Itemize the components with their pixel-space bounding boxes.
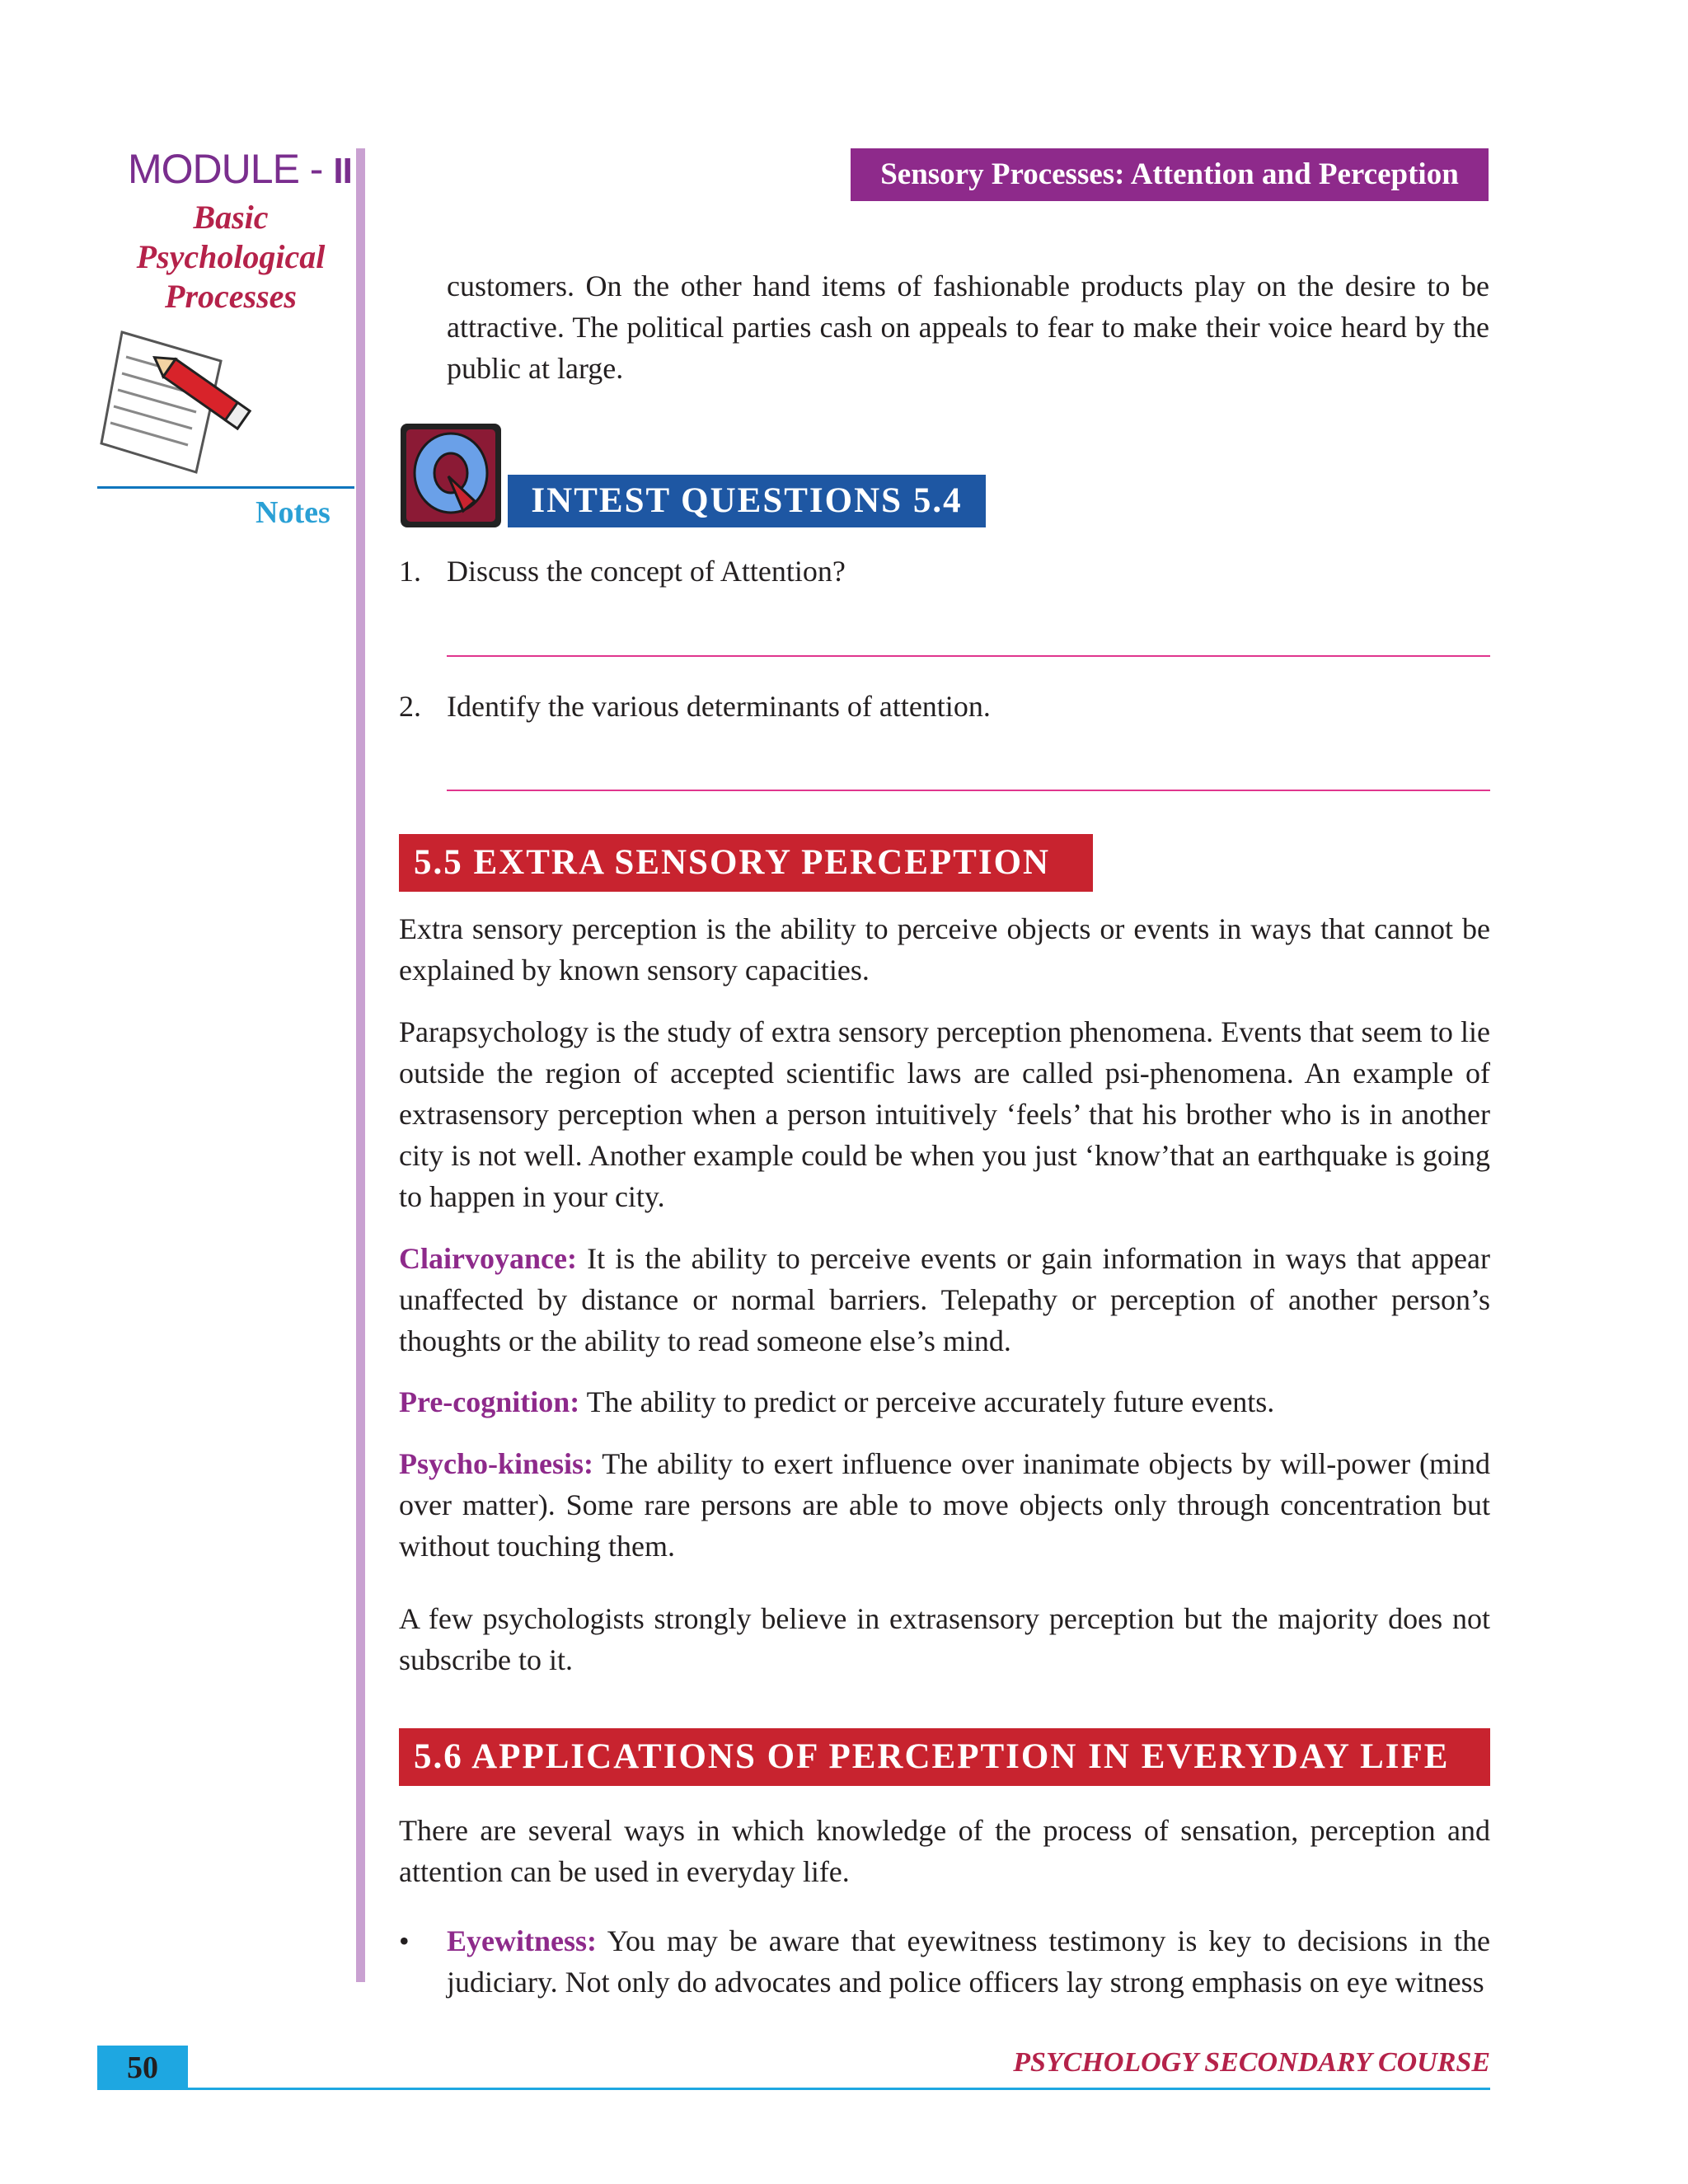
question-q-icon [399,422,503,529]
question-text-2: Identify the various determinants of attention. [447,690,991,723]
psychokinesis-paragraph [399,1443,1490,1567]
question-number-1: 1. [399,555,421,588]
module-title [128,145,352,193]
eyewitness-text: You may be aware that eyewitness testimony is key to decisions in the judiciary. Not only do advocates and police officers lay strong emphasis on eye witness [447,1924,1490,1999]
chapter-header-tab: Sensory Processes: Attention and Perception [851,148,1489,201]
section-heading-5-5: 5.5 EXTRA SENSORY PERCEPTION [399,834,1093,892]
esp-definition-paragraph: Extra sensory perception is the ability to perceive objects or events in ways that cannot be explained by known sensory capacities. [399,912,1490,987]
question-number-2: 2. [399,690,421,723]
footer-course-title: PSYCHOLOGY SECONDARY COURSE [1013,2047,1490,2078]
eyewitness-paragraph [447,1920,1490,2003]
module-subtitle-line1: Basic [193,199,269,236]
intext-questions-banner: INTEST QUESTIONS 5.4 [508,475,986,527]
psychokinesis-text: The ability to exert influence over inanimate objects by will-power (mind over matter). Some rare persons are able to move objects only through concentration but without touching them. [399,1447,1490,1563]
module-subtitle-line2: Psychological [136,238,326,275]
clairvoyance-term: Clairvoyance: [399,1242,577,1275]
section-heading-5-6: 5.6 APPLICATIONS OF PERCEPTION IN EVERYDAY LIFE [399,1728,1490,1786]
psychokinesis-term: Psycho-kinesis: [399,1447,594,1480]
module-subtitle-line3: Processes [165,278,297,315]
applications-intro-paragraph: There are several ways in which knowledge of the process of sensation, perception and attention can be used in everyday life. [399,1814,1490,1888]
module-subtitle [107,198,354,316]
precognition-paragraph [399,1381,1490,1422]
clairvoyance-text: It is the ability to perceive events or gain information in ways that appear unaffected by distance or normal barriers. Telepathy or perception of another person’s thoughts or the ability to read someone else’s mind. [399,1242,1490,1357]
precognition-text: The ability to predict or perceive accurately future events. [579,1385,1275,1418]
module-label: MODULE - [128,146,334,192]
answer-line-1[interactable] [447,655,1490,657]
margin-rule [356,148,365,1982]
parapsychology-paragraph: Parapsychology is the study of extra sensory perception phenomena. Events that seem to lie outside the region of accepted scientific laws are called psi-phenomena. An example of extrasensory perception when a person intuitively ‘feels’ that his brother who is in another city is not well. Another example could be when you just ‘know’that an earthquake is going to happen in your city. [399,1015,1490,1213]
clairvoyance-paragraph [399,1238,1490,1361]
module-number: II [333,151,352,191]
intro-paragraph: customers. On the other hand items of fashionable products play on the desire to be attractive. The political parties cash on appeals to fear to make their voice heard by the public at large. [447,269,1489,385]
question-text-1: Discuss the concept of Attention? [447,555,846,588]
bullet-dot: • [399,1924,410,1957]
notes-label: Notes [256,495,331,530]
page-number: 50 [97,2046,188,2090]
answer-line-2[interactable] [447,790,1490,791]
eyewitness-term: Eyewitness: [447,1924,597,1957]
precognition-term: Pre-cognition: [399,1385,580,1418]
notes-divider [97,486,354,489]
footer-rule [97,2088,1490,2090]
notes-pencil-icon [97,328,262,476]
esp-belief-paragraph: A few psychologists strongly believe in extrasensory perception but the majority does not subscribe to it. [399,1602,1490,1676]
